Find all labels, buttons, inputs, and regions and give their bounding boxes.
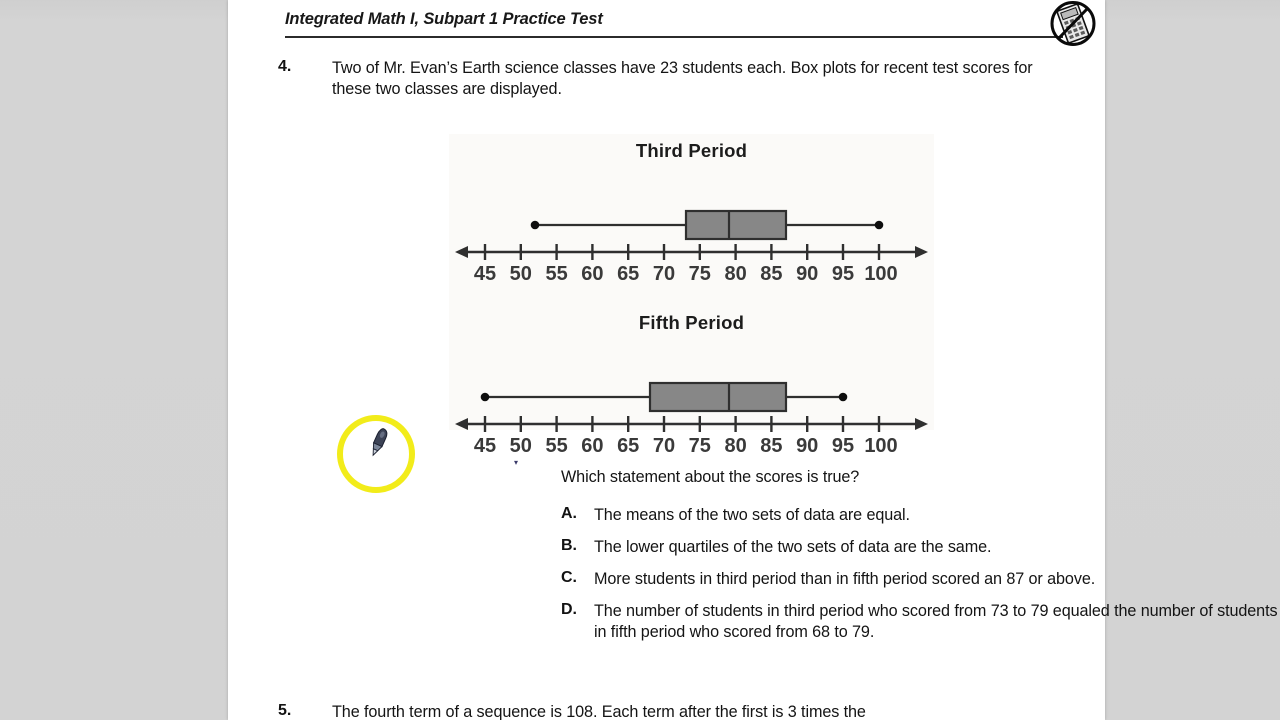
boxplot-title-third-period: Third Period xyxy=(635,140,748,161)
answer-option-d-text: The number of students in third period who scored from 73 to 79 equaled the number of students in fifth period who scored from 68 to 79. xyxy=(594,602,1278,641)
tick-label: 85 xyxy=(760,435,783,454)
tick-label: 80 xyxy=(724,263,747,282)
boxplot-title-fifth-period: Fifth Period xyxy=(638,312,745,333)
tick-label: 70 xyxy=(652,435,676,454)
answer-option-a-text: The means of the two sets of data are equal. xyxy=(594,506,910,524)
question-5 xyxy=(278,702,1078,720)
boxplot-figure xyxy=(449,134,934,454)
header-divider xyxy=(285,36,1063,38)
tick-label: 75 xyxy=(688,263,711,282)
answer-option-b-text: The lower quartiles of the two sets of data are the same. xyxy=(594,538,992,556)
stylus-pen-cursor xyxy=(364,425,394,459)
tick-label: 65 xyxy=(617,435,640,454)
tick-label: 90 xyxy=(796,435,819,454)
document-page xyxy=(228,0,1278,720)
answer-option-a-letter: A. xyxy=(561,505,577,522)
tick-label: 45 xyxy=(473,435,497,454)
question-5-number: 5. xyxy=(278,702,292,719)
tick-label: 50 xyxy=(509,435,532,454)
answer-option-d[interactable] xyxy=(561,601,1280,642)
tick-label: 75 xyxy=(688,435,711,454)
tick-label: 100 xyxy=(864,435,898,454)
page-title: Integrated Math I, Subpart 1 Practice Test xyxy=(285,10,603,28)
tick-label: 50 xyxy=(509,263,532,282)
tick-label: 65 xyxy=(617,263,640,282)
answer-option-b[interactable] xyxy=(561,537,1280,558)
page-header xyxy=(285,10,1063,44)
tick-label: 55 xyxy=(545,435,568,454)
tick-label: 95 xyxy=(831,435,855,454)
text-caret-marker: ▾ xyxy=(514,458,519,467)
tick-label: 80 xyxy=(724,435,747,454)
question-4-prompt: Which statement about the scores is true? xyxy=(561,468,860,486)
answer-option-c-letter: C. xyxy=(561,569,577,586)
boxplot-fifth-period xyxy=(449,344,934,454)
tick-label: 100 xyxy=(864,263,898,282)
tick-label: 90 xyxy=(796,263,819,282)
boxplot-third-period xyxy=(449,172,934,282)
tick-label: 70 xyxy=(652,263,676,282)
answer-option-c-text: More students in third period than in fifth period scored an 87 or above. xyxy=(594,570,1096,588)
tick-label: 60 xyxy=(581,435,604,454)
tick-label: 60 xyxy=(581,263,604,282)
answer-option-c[interactable] xyxy=(561,569,1280,590)
no-calculator-icon xyxy=(1043,0,1103,47)
answer-options xyxy=(561,505,1280,654)
question-5-stem: The fourth term of a sequence is 108. Each term after the first is 3 times the xyxy=(332,703,866,720)
question-4-number: 4. xyxy=(278,58,292,75)
answer-option-b-letter: B. xyxy=(561,537,577,554)
question-4-stem: Two of Mr. Evan’s Earth science classes have 23 students each. Box plots for recent test scores for these two classes are displayed. xyxy=(332,59,1033,98)
tick-label: 85 xyxy=(760,263,783,282)
tick-label: 95 xyxy=(831,263,855,282)
tick-label: 55 xyxy=(545,263,568,282)
answer-option-a[interactable] xyxy=(561,505,1280,526)
answer-option-d-letter: D. xyxy=(561,601,577,618)
tick-label: 45 xyxy=(473,263,497,282)
